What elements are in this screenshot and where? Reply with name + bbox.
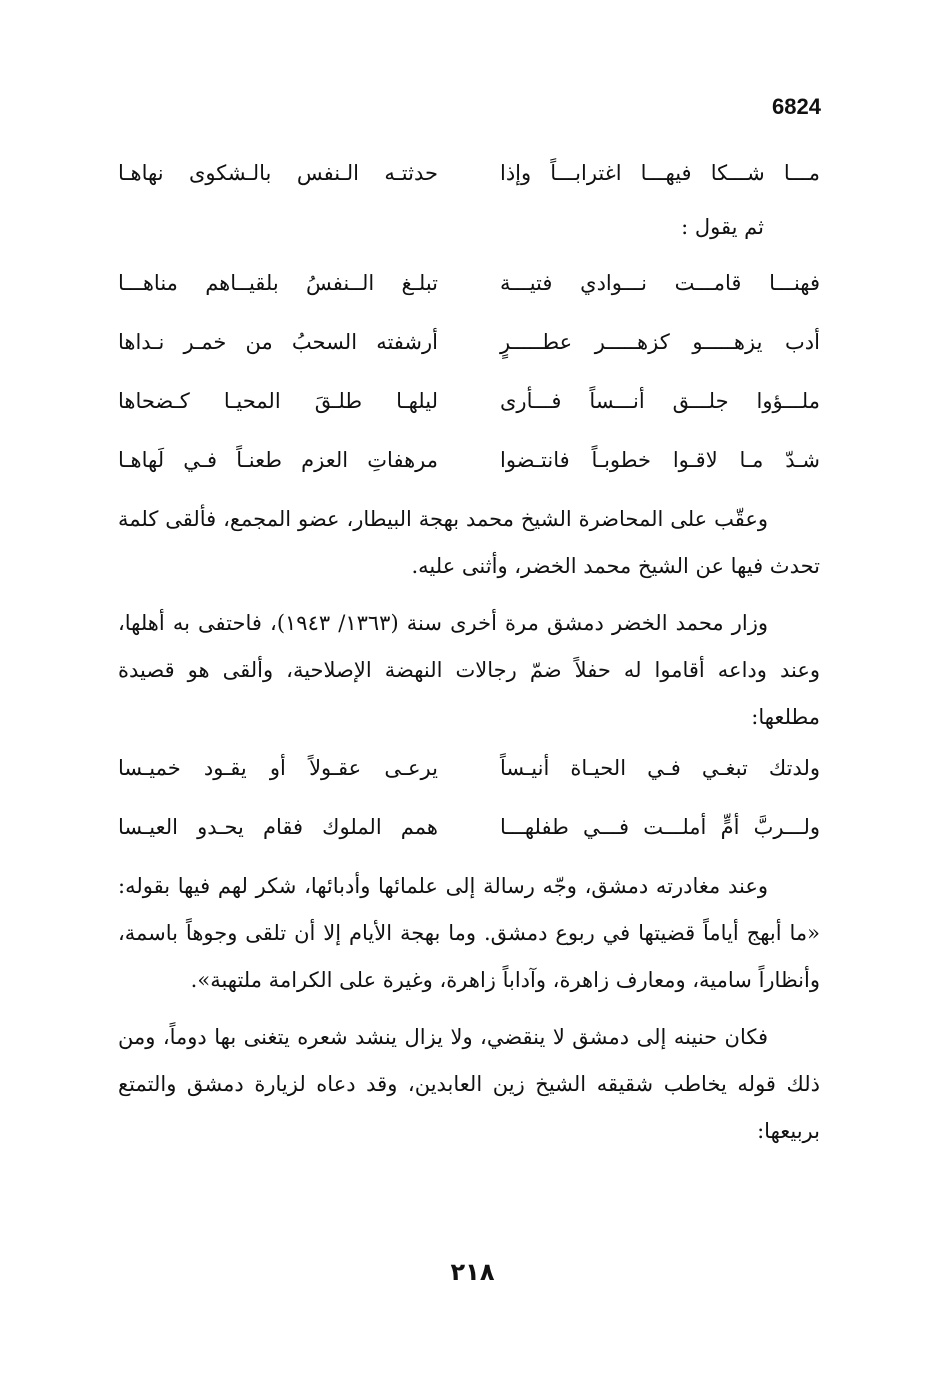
verse-first-hemistich: مـــا شـــكا فيهـــا اغترابـــاً وإذا — [500, 161, 820, 185]
page-number: ٢١٨ — [450, 1258, 495, 1286]
verse-second-hemistich: يرعـى عقـولاً أو يقـود خميـسا — [118, 756, 438, 780]
verse-first-hemistich: ولدتك تبغـي فـي الحيـاة أنيـساً — [500, 756, 820, 780]
verse-first-hemistich: أدب يزهـــــو كزهـــــر عطـــــرٍ — [500, 330, 820, 354]
verse-second-hemistich: ليلهـا طلـقَ المحيـا كـضحاها — [118, 389, 438, 413]
verse-second-hemistich: تبلـغ الــنفسُ بلقيــاهم مناهـــا — [118, 271, 438, 295]
verse-second-hemistich: همم الملوك فقام يحـدو العيـسا — [118, 815, 438, 839]
verse-second-hemistich: مرهفاتِ العزم طعنـاً فـي لَهاهـا — [118, 448, 438, 472]
paragraph-longing: فكان حنينه إلى دمشق لا ينقضي، ولا يزال ينشد شعره يتغنى بها دوماً، ومن ذلك قوله يخاطب شقيقه الشيخ زين العابدين، وقد دعاه لزيارة دمشق والتمتع بربيعها: — [118, 1025, 820, 1143]
verse-first-hemistich: ولـــربَّ أمٍّ أملـــت فـــي طفلهـــا — [500, 815, 820, 839]
verse-first-hemistich: فهنـــا قامـــت نـــوادي فتيـــة — [500, 271, 820, 295]
paragraph-letter: وعند مغادرته دمشق، وجّه رسالة إلى علمائها وأدبائها، شكر لهم فيها بقوله: «ما أبهج أياماً قضيتها في ربوع دمشق. وما بهجة الأيام إلا أن تلقى وجوهاً باسمة، وأنظاراً سامية، ومعارف زاهرة، وآداباً زاهرة، وغيرة على الكرامة ملتهبة». — [118, 874, 820, 992]
verse-line — [118, 150, 820, 209]
verse-line — [118, 260, 820, 319]
verse-second-hemistich: حدثتـه الـنفس بالـشكوى نهاهـا — [118, 161, 438, 185]
page-content — [118, 150, 820, 1155]
verse-line — [118, 745, 820, 804]
verse-second-hemistich: أرشفته السحبُ من خمـر نـداها — [118, 330, 438, 354]
page-id-number: 6824 — [772, 94, 821, 119]
paragraph-visit: وزار محمد الخضر دمشق مرة أخرى سنة (١٣٦٣/ ١٩٤٣)، فاحتفى به أهلها، وعند وداعه أقاموا له حفلاً ضمّ رجالات النهضة الإصلاحية، وألقى هو قصيدة مطلعها: — [118, 611, 820, 729]
verse-line — [118, 437, 820, 496]
verse-first-hemistich: ملـــؤوا جلـــق أنـــساً فـــأرى — [500, 389, 820, 413]
verse-first-hemistich: شـدّ مـا لاقـوا خطوبـاً فانتـضوا — [500, 448, 820, 472]
paragraph-commentary: وعقّب على المحاضرة الشيخ محمد بهجة البيطار، عضو المجمع، فألقى كلمة تحدث فيها عن الشيخ محمد الخضر، وأثنى عليه. — [118, 507, 820, 578]
verse-intro: ثم يقول : — [681, 215, 764, 239]
verse-line — [118, 378, 820, 437]
verse-line — [118, 319, 820, 378]
verse-line — [118, 804, 820, 863]
